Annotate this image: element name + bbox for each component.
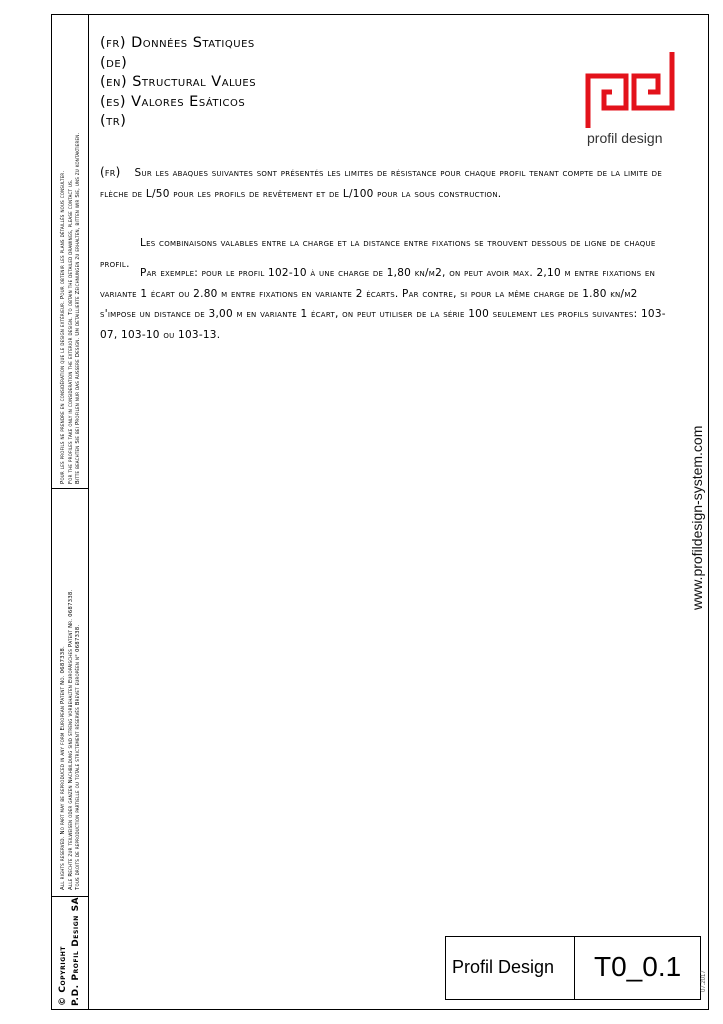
paragraph-intro [100, 162, 670, 204]
consult-notice [60, 133, 83, 484]
copyright-notice [57, 897, 83, 1006]
lang-label-fr: (fr) [100, 165, 121, 179]
paragraph-combinations: Les combinaisons valables entre la charge et la distance entre fixations se trouvent dessous de ligne de chaque profil. [100, 237, 656, 270]
profil-design-logo-icon [584, 50, 676, 130]
title-block-company: Profil Design [452, 957, 555, 977]
language-titles [100, 34, 256, 132]
title-en: (en) Structural Values [100, 74, 257, 90]
title-fr: (fr) Données Statiques [100, 35, 255, 51]
copyright-line: © Copyright [58, 945, 68, 1006]
rights-line: Alle Rechte zur teilweisen oder ganzen Nachbildung sind streng vorbehalten Europäisches Patent Nr. 0687338. [67, 589, 74, 890]
paragraph-example: Par exemple: pour le profil 102-10 à une charge de 1,80 kn/m2, on peut avoir max. 2,10 m entre fixations en variante 1 écart ou 2.80 m entre fixations en variante 2 écarts. Par contre, si pour la même charge de 1.80 kn/m2 s'impose un distance de 3,00 m en variante 1 écart, on peut utiliser de la série 100 seulement les profils suivantes: 103-07, 103-10 ou 103-13. [100, 267, 666, 341]
consult-line: For the profiles take only in consideration the exterior design. To obtain the detailed drawings, please contact us. [67, 179, 74, 484]
title-tr: (tr) [100, 113, 127, 129]
rights-line: Tous droits de reproduction partielle ou totale strictement réservés Brevet européen n° 0687338. [75, 624, 81, 890]
rights-notice [60, 590, 83, 890]
logo-text: profil design [587, 130, 663, 146]
title-block [445, 936, 701, 1000]
paragraph-text: Sur les abaques suivantes sont présentés les limites de résistance pour chaque profil tenant compte de la limite de flèche de L/50 pour les profils de revêtement et de L/100 pour la sous construction. [100, 167, 662, 200]
revision-date: 07.2017 [701, 970, 707, 992]
rights-line: All rights reserved. No part may be reproduced in any form European Patent No. 0687338. [60, 646, 66, 890]
title-block-code: T0_0.1 [594, 951, 682, 982]
company-line: P.D. Profil Design SA [71, 896, 81, 1006]
title-es: (es) Valores Esáticos [100, 93, 246, 110]
website-url: www.profildesign-system.com [689, 425, 705, 610]
consult-line: Bitte beachten Sie bei Profilen nur das äussere Design. Um detaillierte Zeichnungen zu erhalten, bitten wir Sie, uns zu kontaktieren. [75, 132, 81, 484]
title-de: (de) [100, 54, 128, 71]
sidebar-divider [51, 488, 89, 489]
consult-line: Pour les profils ne prendre en considération que le design extérieur. Pour obtenir les plans détaillés nous consulter. [60, 170, 66, 484]
